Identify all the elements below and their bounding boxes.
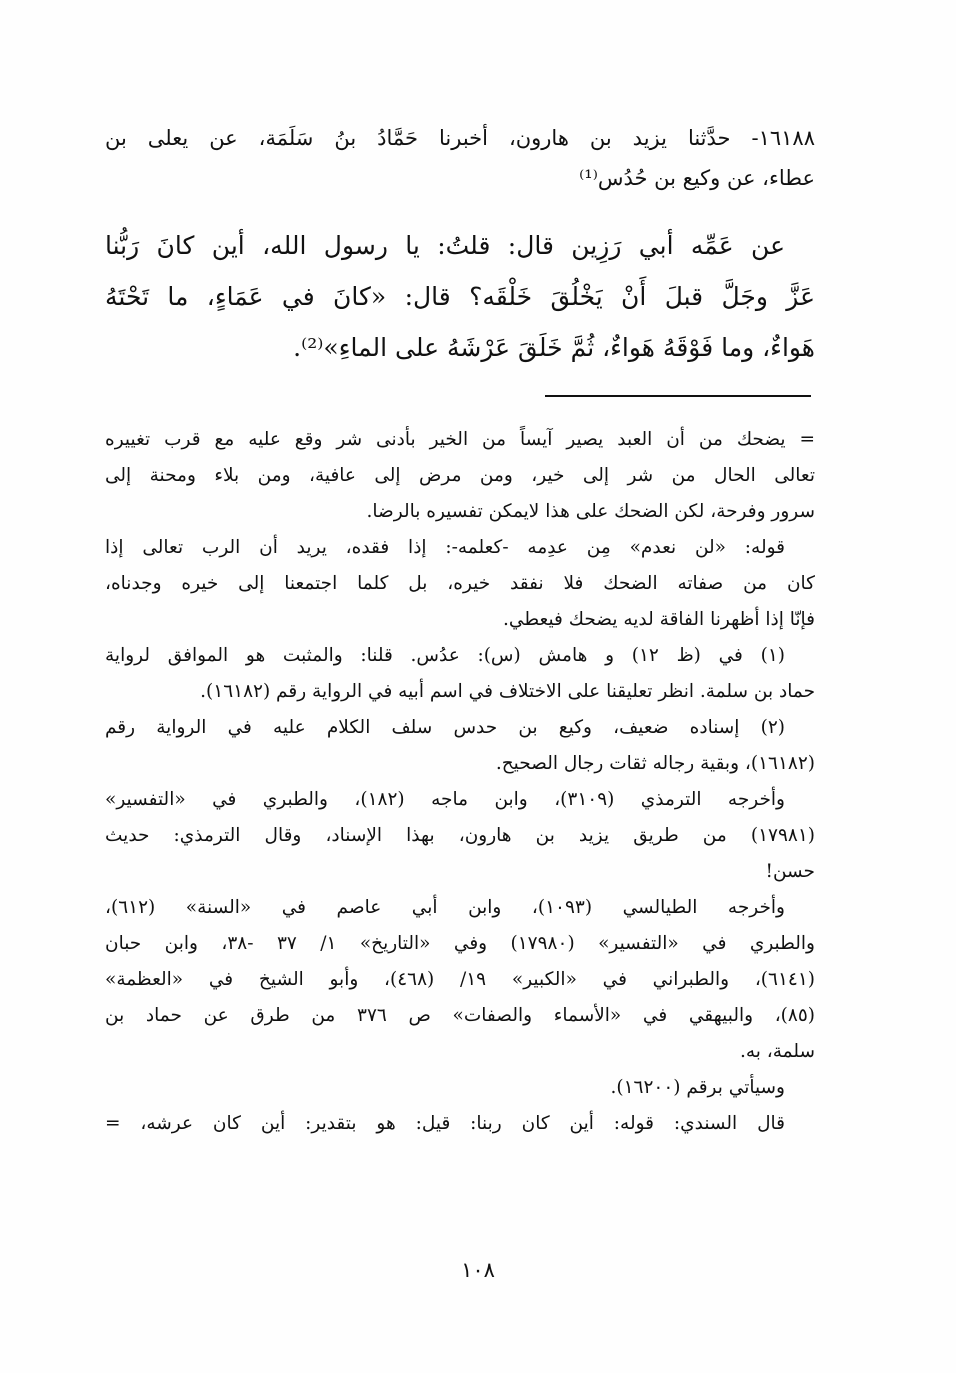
note-line: قوله: «لن نعدم» مِن عدِمه -كعلمه-: إذا فقده، يريد أن الرب تعالى إذا — [105, 537, 785, 558]
note-line: وأخرجه الطيالسي (١٠٩٣)، وابن أبي عاصم في «السنة» (٦١٢)، — [105, 897, 785, 918]
note-line: = يضحك من أن العبد يصير آيساً من الخير بأدنى شر وقع عليه مع قرب تغييره — [105, 429, 815, 450]
matn-line: عن عَمِّه أبي رَزِين قال: قلتُ: يا رسول الله، أين كانَ رَبُّنا — [105, 231, 785, 260]
footnote-1-line: (١) في (ظ ١٢) و هامش (س): عدُس. قلنا: والمثبت هو الموافق لرواية — [105, 645, 785, 666]
hadith-isnad — [105, 118, 815, 198]
hadith-matn — [105, 220, 815, 373]
footnote-2-line: (١٦١٨٢)، وبقية رجاله ثقات رجال الصحيح. — [495, 753, 815, 774]
note-line: (١٧٩٨١) من طريق يزيد بن هارون، بهذا الإسناد، وقال الترمذي: حديث — [105, 825, 815, 846]
note-line: والطبري في «التفسير» (١٧٩٨٠) وفي «التاريخ» ١/ ٣٧ -٣٨، وابن حبان — [105, 933, 815, 954]
footnote-2-line: (٢) إسناده ضعيف، وكيع بن حدس سلف الكلام عليه في الرواية رقم — [105, 717, 785, 738]
footnote-separator — [545, 395, 811, 397]
matn-line: عَزَّ وجَلَّ قبلَ أَنْ يَخْلُقَ خَلْقَه؟ قال: «كانَ في عَمَاءٍ، ما تَحْتَهُ — [105, 282, 815, 311]
note-line: تعالى الحال من شر إلى خير، ومن مرض إلى عافية، ومن بلاء ومحنة إلى — [105, 465, 815, 486]
note-line: قال السندي: قوله: أين كان ربنا: قيل: هو بتقدير: أين كان عرشه، = — [105, 1113, 785, 1134]
page-number: ١٠٨ — [461, 1258, 495, 1282]
note-line: سرور وفرحة، لكن الضحك على هذا لايمكن تفسيره بالرضا. — [366, 501, 815, 522]
note-line: حسن! — [765, 861, 815, 882]
isnad-line: عطاء، عن وكيع بن حُدُس⁽¹⁾ — [579, 166, 815, 190]
matn-line: هَواءٌ، وما فَوْقَهُ هَواءٌ، ثُمَّ خَلَقَ عَرْشَهُ على الماءِ»⁽²⁾. — [293, 333, 815, 362]
note-line: كان من صفاته الضحك فلا نفقد خيره، بل كلما اجتمعنا إلى خيره وجدناه، — [105, 573, 815, 594]
note-line: (٦١٤١)، والطبراني في «الكبير» ١٩/ (٤٦٨)، وأبو الشيخ في «العظمة» — [105, 969, 815, 990]
isnad-line: ١٦١٨٨- حدَّثنا يزيد بن هارون، أخبرنا حَمَّادُ بنُ سَلَمَة، عن يعلى بن — [105, 126, 815, 150]
footnotes — [105, 422, 815, 1142]
note-line: سلمة، به. — [739, 1041, 815, 1062]
footnote-1-line: حماد بن سلمة. انظر تعليقنا على الاختلاف في اسم أبيه في الرواية رقم (١٦١٨٢). — [200, 681, 815, 702]
note-line: فإنّا إذا أظهرنا الفاقة لديه يضحك فيعطي. — [503, 609, 815, 630]
note-line: (٨٥)، والبيهقي في «الأسماء والصفات» ص ٣٧٦ من طرق عن حماد بن — [105, 1005, 815, 1026]
note-line: وأخرجه الترمذي (٣١٠٩)، وابن ماجه (١٨٢)، والطبري في «التفسير» — [105, 789, 785, 810]
note-line: وسيأتي برقم (١٦٢٠٠). — [610, 1077, 785, 1098]
